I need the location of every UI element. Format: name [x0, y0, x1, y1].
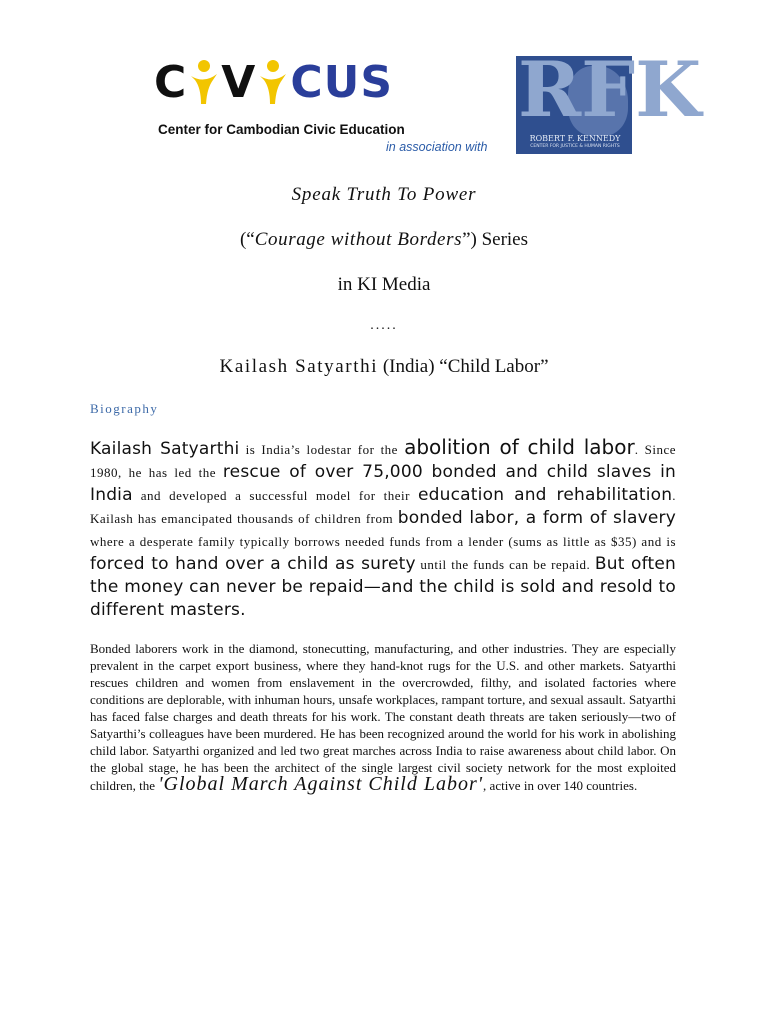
- civicus-subtitle: Center for Cambodian Civic Education: [158, 122, 405, 137]
- section-label-biography: Biography: [90, 401, 159, 416]
- rfk-monogram: RFK: [518, 45, 702, 134]
- civicus-letter-c: C: [154, 57, 188, 108]
- intro-text: is India’s lodestar for the: [239, 442, 405, 457]
- intro-highlight: education and rehabilitation: [418, 485, 673, 505]
- media-line: in KI Media: [337, 274, 431, 295]
- series-title: Speak Truth To Power: [291, 184, 477, 205]
- series-open: (“: [239, 229, 255, 250]
- civicus-letters-cus: CUS: [290, 57, 394, 108]
- intro-paragraph: [90, 436, 676, 622]
- intro-text: . Kailash has emancipated thousands of children from: [90, 488, 676, 526]
- intro-text: where a desperate family typically borrows needed funds from a lender (sums as little as $35) and is: [90, 534, 676, 549]
- intro-text: until the funds can be repaid.: [415, 557, 595, 572]
- civicus-letter-v: V: [221, 57, 257, 108]
- civicus-logo: [138, 46, 405, 150]
- civicus-figure-icon: [187, 58, 221, 108]
- intro-text: . Since 1980, he has led the: [90, 442, 676, 480]
- intro-text: and developed a successful model for their: [132, 488, 419, 503]
- intro-name: Kailash Satyarthi: [90, 439, 240, 459]
- rfk-subtitle: CENTER FOR JUSTICE & HUMAN RIGHTS: [530, 144, 620, 149]
- civicus-figure-icon: [256, 58, 290, 108]
- person-name: Kailash Satyarthi: [219, 356, 379, 377]
- body-paragraph: [90, 640, 676, 794]
- association-text: in association with: [386, 140, 488, 154]
- person-heading: [0, 356, 768, 378]
- intro-highlight: abolition of child labor: [404, 435, 635, 459]
- rfk-logo: [516, 45, 702, 154]
- separator-dots: .....: [370, 318, 398, 333]
- intro-highlight: bonded labor, a form of slavery: [397, 508, 676, 528]
- intro-highlight: forced to hand over a child as surety: [90, 554, 416, 574]
- body-text-end: , active in over 140 countries.: [483, 778, 638, 793]
- civicus-wordmark: [154, 58, 393, 108]
- series-italic: Courage without Borders: [254, 229, 463, 250]
- intro-highlight: But often the money can never be repaid—and the child is sold and resold to different masters.: [90, 554, 676, 620]
- series-close: ”) Series: [462, 229, 529, 250]
- body-text: Bonded laborers work in the diamond, stonecutting, manufacturing, and other industries. They are especially prevalent in the carpet export business, where they hand-knot rugs for the U.S. and other markets. Satyarthi rescues children and women from enslavement in the overcrowded, filthy, and isolated factories where conditions are deplorable, with inhuman hours, unsafe workplaces, rampant torture, and sexual assault. Satyarthi has faced false charges and death threats for his work. The constant death threats are taken seriously—two of Satyarthi’s colleagues have been murdered. He has been recognized around the world for his work in abolishing child labor. Satyarthi organized and led two great marches across India to raise awareness about child labor. On the global stage, he has been the architect of the single largest civil society network for the most exploited children, the: [90, 641, 676, 793]
- series-subtitle: [0, 229, 768, 251]
- intro-highlight: rescue of over 75,000 bonded and child slaves in India: [90, 462, 676, 505]
- global-march-name: 'Global March Against Child Labor': [158, 773, 484, 795]
- rfk-name: ROBERT F. KENNEDY: [529, 134, 621, 143]
- person-topic: (India) “Child Labor”: [378, 356, 549, 377]
